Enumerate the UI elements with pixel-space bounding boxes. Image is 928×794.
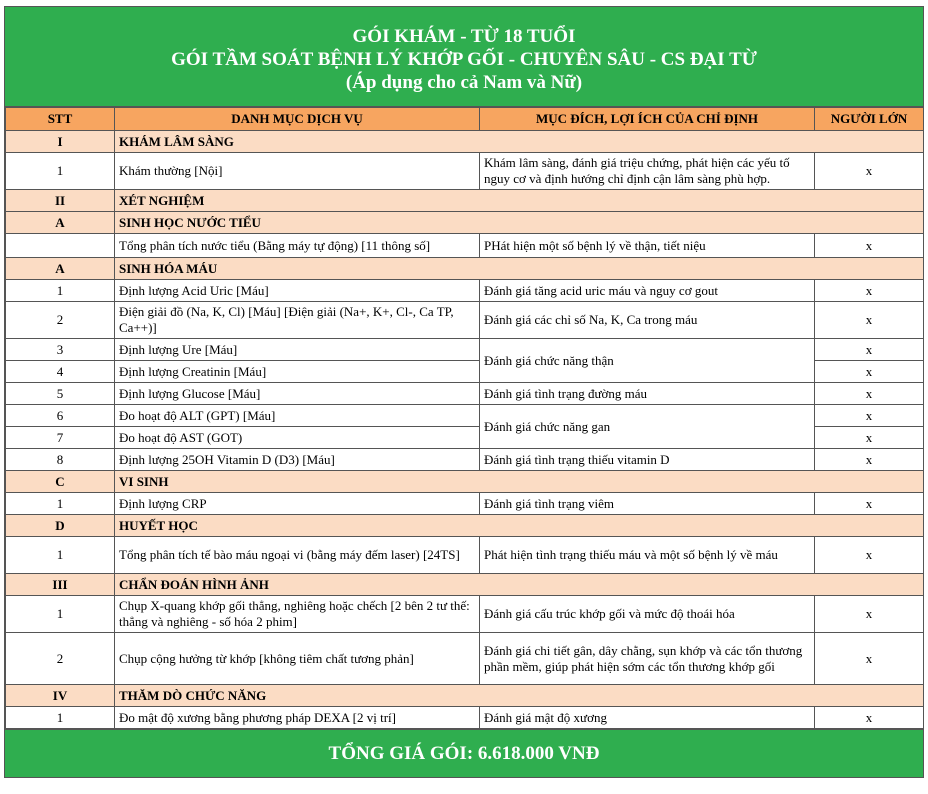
total-price: TỔNG GIÁ GÓI: 6.618.000 VNĐ [5,729,923,777]
row-adult-mark: x [815,707,924,729]
row-service: Định lượng 25OH Vitamin D (D3) [Máu] [115,449,480,471]
table-row [6,449,924,471]
row-service: Đo mật độ xương bằng phương pháp DEXA [2 vị trí] [115,707,480,729]
subsection-row [6,258,924,280]
package-header [5,7,923,107]
row-adult-mark: x [815,537,924,574]
table-row [6,153,924,190]
section-label: VI SINH [115,471,924,493]
subsection-row [6,471,924,493]
row-adult-mark: x [815,449,924,471]
row-adult-mark: x [815,302,924,339]
row-service: Điện giải đồ (Na, K, Cl) [Máu] [Điện giải (Na+, K+, Cl-, Ca TP, Ca++)] [115,302,480,339]
row-stt: 5 [6,383,115,405]
section-label: HUYẾT HỌC [115,515,924,537]
section-label: SINH HỌC NƯỚC TIỂU [115,212,924,234]
col-purpose-header: MỤC ĐÍCH, LỢI ÍCH CỦA CHỈ ĐỊNH [480,108,815,131]
row-purpose: Đánh giá tăng acid uric máu và nguy cơ gout [480,280,815,302]
row-purpose: Đánh giá chi tiết gân, dây chằng, sụn khớp và các tổn thương phần mềm, giúp phát hiện sớm các tổn thương khớp gối [480,633,815,685]
row-service: Tổng phân tích nước tiểu (Bằng máy tự động) [11 thông số] [115,234,480,258]
table-row [6,633,924,685]
row-stt: 1 [6,493,115,515]
table-row [6,596,924,633]
col-service-header: DANH MỤC DỊCH VỤ [115,108,480,131]
row-purpose: Đánh giá cấu trúc khớp gối và mức độ thoái hóa [480,596,815,633]
section-row [6,131,924,153]
row-service: Định lượng Ure [Máu] [115,339,480,361]
section-stt: III [6,574,115,596]
row-purpose: Khám lâm sàng, đánh giá triệu chứng, phát hiện các yếu tố nguy cơ và định hướng chỉ định cận lâm sàng phù hợp. [480,153,815,190]
row-stt [6,234,115,258]
row-stt: 1 [6,153,115,190]
subsection-row [6,515,924,537]
section-stt: A [6,212,115,234]
package-name-title: GÓI TẦM SOÁT BỆNH LÝ KHỚP GỐI - CHUYÊN SÂU - CS ĐẠI TỪ [171,49,757,70]
section-label: KHÁM LÂM SÀNG [115,131,924,153]
section-label: SINH HÓA MÁU [115,258,924,280]
table-row [6,383,924,405]
section-stt: IV [6,685,115,707]
section-stt: C [6,471,115,493]
row-adult-mark: x [815,361,924,383]
row-service: Khám thường [Nội] [115,153,480,190]
row-adult-mark: x [815,234,924,258]
row-service: Đo hoạt độ AST (GOT) [115,427,480,449]
row-stt: 4 [6,361,115,383]
row-adult-mark: x [815,427,924,449]
row-service: Chụp X-quang khớp gối thẳng, nghiêng hoặc chếch [2 bên 2 tư thế: thẳng và nghiêng - số hóa 2 phim] [115,596,480,633]
row-stt: 1 [6,596,115,633]
row-adult-mark: x [815,383,924,405]
row-stt: 8 [6,449,115,471]
row-adult-mark: x [815,493,924,515]
table-header-row [6,108,924,131]
table-row [6,537,924,574]
row-stt: 1 [6,537,115,574]
table-row [6,493,924,515]
row-purpose: Đánh giá tình trạng viêm [480,493,815,515]
section-stt: I [6,131,115,153]
section-row [6,685,924,707]
section-row [6,190,924,212]
row-adult-mark: x [815,280,924,302]
row-stt: 2 [6,633,115,685]
row-service: Tổng phân tích tế bào máu ngoại vi (bằng máy đếm laser) [24TS] [115,537,480,574]
row-stt: 1 [6,707,115,729]
row-adult-mark: x [815,633,924,685]
row-stt: 2 [6,302,115,339]
section-label: XÉT NGHIỆM [115,190,924,212]
row-adult-mark: x [815,405,924,427]
row-purpose: Đánh giá các chỉ số Na, K, Ca trong máu [480,302,815,339]
service-table [5,107,924,729]
table-row [6,707,924,729]
row-service: Chụp cộng hưởng từ khớp [không tiêm chất tương phản] [115,633,480,685]
subsection-row [6,212,924,234]
row-purpose: Đánh giá tình trạng thiếu vitamin D [480,449,815,471]
row-purpose: PHát hiện một số bệnh lý về thận, tiết niệu [480,234,815,258]
row-adult-mark: x [815,339,924,361]
package-applicability: (Áp dụng cho cả Nam và Nữ) [345,72,583,93]
row-service: Định lượng Glucose [Máu] [115,383,480,405]
table-row [6,280,924,302]
table-row [6,302,924,339]
section-stt: A [6,258,115,280]
row-purpose: Đánh giá chức năng gan [480,405,815,449]
table-row [6,405,924,427]
row-purpose: Phát hiện tình trạng thiếu máu và một số bệnh lý về máu [480,537,815,574]
row-stt: 1 [6,280,115,302]
section-label: CHẨN ĐOÁN HÌNH ẢNH [115,574,924,596]
section-stt: II [6,190,115,212]
section-label: THĂM DÒ CHỨC NĂNG [115,685,924,707]
row-purpose: Đánh giá chức năng thận [480,339,815,383]
row-stt: 3 [6,339,115,361]
row-stt: 6 [6,405,115,427]
row-purpose: Đánh giá tình trạng đường máu [480,383,815,405]
row-adult-mark: x [815,596,924,633]
section-stt: D [6,515,115,537]
table-row [6,234,924,258]
col-adult-header: NGƯỜI LỚN [815,108,924,131]
row-service: Đo hoạt độ ALT (GPT) [Máu] [115,405,480,427]
row-service: Định lượng Acid Uric [Máu] [115,280,480,302]
row-service: Định lượng CRP [115,493,480,515]
section-row [6,574,924,596]
row-stt: 7 [6,427,115,449]
price-sheet [4,6,924,778]
row-service: Định lượng Creatinin [Máu] [115,361,480,383]
package-age-title: GÓI KHÁM - TỪ 18 TUỔI [352,26,576,47]
row-adult-mark: x [815,153,924,190]
row-purpose: Đánh giá mật độ xương [480,707,815,729]
table-row [6,339,924,361]
col-stt-header: STT [6,108,115,131]
